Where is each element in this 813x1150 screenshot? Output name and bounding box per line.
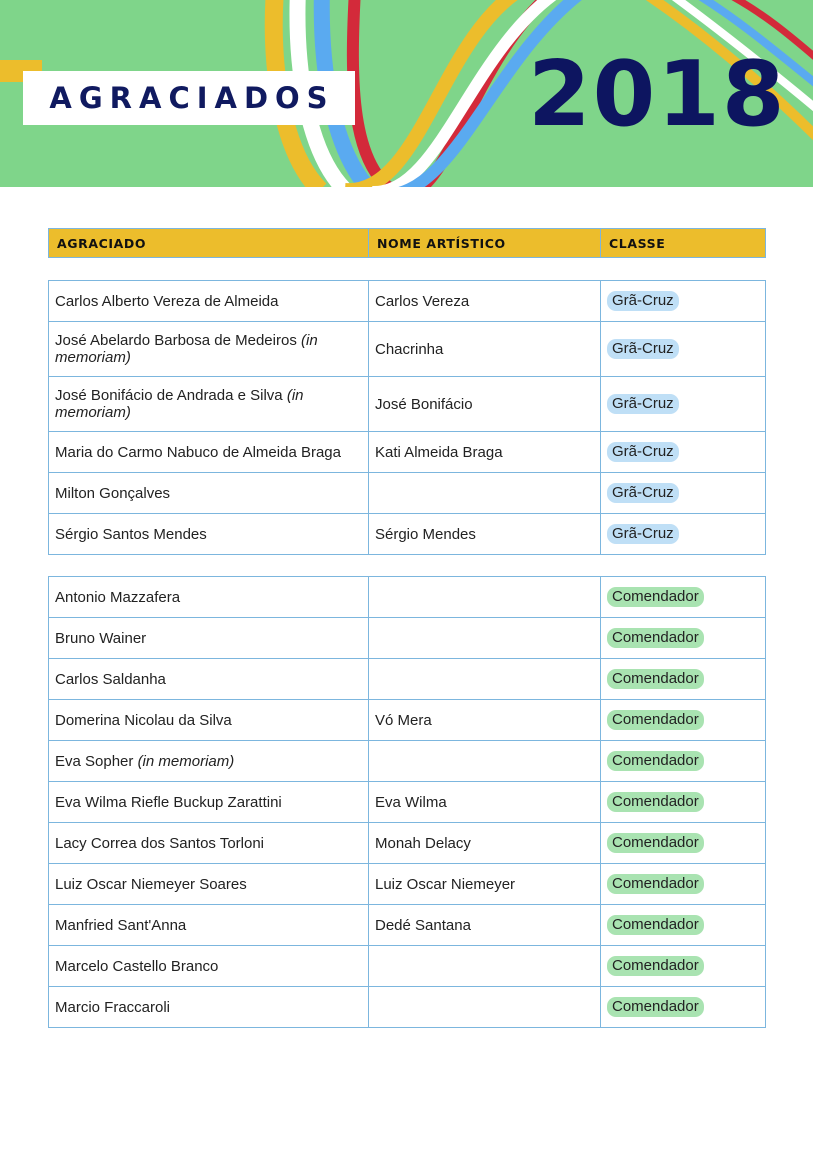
agraciado-cell: [49, 514, 369, 555]
classe-badge: Grã-Cruz: [607, 442, 679, 462]
table-row: [49, 618, 766, 659]
classe-cell: [601, 823, 766, 864]
agraciado-cell: [49, 281, 369, 322]
header-banner: [0, 0, 813, 187]
classe-cell: [601, 377, 766, 432]
agraciado-name: Marcio Fraccaroli: [55, 998, 171, 1016]
nome-artistico-cell: [369, 577, 601, 618]
year-label: 2018: [528, 42, 787, 147]
nome-artistico-cell: Dedé Santana: [369, 905, 601, 946]
nome-artistico-cell: [369, 741, 601, 782]
nome-artistico-cell: Carlos Vereza: [369, 281, 601, 322]
classe-cell: [601, 322, 766, 377]
agraciado-name: José Bonifácio de Andrada e Silva: [55, 387, 283, 404]
table-row: [49, 700, 766, 741]
agraciado-name: Lacy Correa dos Santos Torloni: [55, 834, 265, 852]
agraciado-name: Domerina Nicolau da Silva: [55, 711, 232, 729]
classe-badge: Comendador: [607, 751, 704, 771]
agraciado-cell: [49, 377, 369, 432]
classe-cell: [601, 741, 766, 782]
nome-artistico-cell: Monah Delacy: [369, 823, 601, 864]
agraciado-cell: [49, 823, 369, 864]
page-title: AGRACIADOS: [49, 81, 335, 115]
nome-artistico-cell: Chacrinha: [369, 322, 601, 377]
table-row: [49, 905, 766, 946]
classe-badge: Grã-Cruz: [607, 339, 679, 359]
table-row: [49, 514, 766, 555]
gra-cruz-table: [48, 280, 766, 555]
classe-badge: Grã-Cruz: [607, 291, 679, 311]
agraciado-name: Sérgio Santos Mendes: [55, 525, 207, 543]
classe-cell: [601, 905, 766, 946]
agraciado-cell: [49, 659, 369, 700]
column-header-classe: CLASSE: [601, 229, 766, 258]
agraciado-name: Carlos Saldanha: [55, 670, 166, 688]
agraciado-name: Carlos Alberto Vereza de Almeida: [55, 292, 279, 310]
agraciado-cell: [49, 905, 369, 946]
column-header-nome-artistico: NOME ARTÍSTICO: [369, 229, 601, 258]
classe-badge: Comendador: [607, 997, 704, 1017]
classe-badge: Comendador: [607, 792, 704, 812]
table-row: [49, 377, 766, 432]
table-row: [49, 322, 766, 377]
agraciado-cell: [49, 473, 369, 514]
table-row: [49, 987, 766, 1028]
classe-badge: Comendador: [607, 669, 704, 689]
table-row: [49, 823, 766, 864]
nome-artistico-cell: Eva Wilma: [369, 782, 601, 823]
classe-cell: [601, 473, 766, 514]
agraciado-name: Antonio Mazzafera: [55, 588, 181, 606]
nome-artistico-cell: José Bonifácio: [369, 377, 601, 432]
classe-cell: [601, 782, 766, 823]
agraciado-name: Luiz Oscar Niemeyer Soares: [55, 875, 247, 893]
classe-badge: Comendador: [607, 710, 704, 730]
classe-cell: [601, 577, 766, 618]
classe-badge: Comendador: [607, 587, 704, 607]
agraciado-cell: [49, 432, 369, 473]
table-row: [49, 782, 766, 823]
column-header-table: [48, 228, 766, 258]
classe-badge: Comendador: [607, 956, 704, 976]
classe-badge: Comendador: [607, 833, 704, 853]
in-memoriam-note: (in memoriam): [55, 387, 304, 421]
agraciado-name: Bruno Wainer: [55, 629, 147, 647]
agraciado-cell: [49, 741, 369, 782]
title-box: [23, 71, 355, 125]
table-row: [49, 946, 766, 987]
table-row: [49, 864, 766, 905]
comendador-table: [48, 576, 766, 1028]
table-row: [49, 473, 766, 514]
nome-artistico-cell: Vó Mera: [369, 700, 601, 741]
nome-artistico-cell: Sérgio Mendes: [369, 514, 601, 555]
classe-cell: [601, 659, 766, 700]
table-row: [49, 577, 766, 618]
classe-cell: [601, 700, 766, 741]
nome-artistico-cell: [369, 946, 601, 987]
agraciado-name: Marcelo Castello Branco: [55, 957, 219, 975]
agraciado-name: Eva Wilma Riefle Buckup Zarattini: [55, 793, 282, 811]
agraciado-cell: [49, 987, 369, 1028]
table-row: [49, 741, 766, 782]
classe-badge: Comendador: [607, 874, 704, 894]
classe-cell: [601, 432, 766, 473]
nome-artistico-cell: Luiz Oscar Niemeyer: [369, 864, 601, 905]
classe-badge: Grã-Cruz: [607, 483, 679, 503]
agraciado-name: Manfried Sant'Anna: [55, 916, 187, 934]
classe-cell: [601, 618, 766, 659]
agraciado-name: José Abelardo Barbosa de Medeiros: [55, 332, 297, 349]
agraciado-name: Milton Gonçalves: [55, 484, 171, 502]
agraciado-cell: [49, 864, 369, 905]
nome-artistico-cell: [369, 618, 601, 659]
classe-cell: [601, 514, 766, 555]
table-row: [49, 432, 766, 473]
column-header-agraciado: AGRACIADO: [49, 229, 369, 258]
classe-badge: Comendador: [607, 628, 704, 648]
classe-cell: [601, 281, 766, 322]
agraciado-cell: [49, 322, 369, 377]
nome-artistico-cell: [369, 473, 601, 514]
classe-cell: [601, 946, 766, 987]
classe-badge: Comendador: [607, 915, 704, 935]
agraciado-cell: [49, 946, 369, 987]
nome-artistico-cell: [369, 987, 601, 1028]
classe-badge: Grã-Cruz: [607, 394, 679, 414]
agraciado-cell: [49, 577, 369, 618]
nome-artistico-cell: [369, 659, 601, 700]
in-memoriam-note: (in memoriam): [137, 752, 235, 770]
agraciado-name: Maria do Carmo Nabuco de Almeida Braga: [55, 443, 341, 461]
table-row: [49, 281, 766, 322]
agraciado-cell: [49, 618, 369, 659]
table-row: [49, 659, 766, 700]
nome-artistico-cell: Kati Almeida Braga: [369, 432, 601, 473]
in-memoriam-note: (in memoriam): [55, 332, 318, 366]
classe-badge: Grã-Cruz: [607, 524, 679, 544]
agraciado-cell: [49, 782, 369, 823]
classe-cell: [601, 987, 766, 1028]
agraciado-cell: [49, 700, 369, 741]
classe-cell: [601, 864, 766, 905]
agraciado-name: Eva Sopher: [55, 752, 134, 770]
